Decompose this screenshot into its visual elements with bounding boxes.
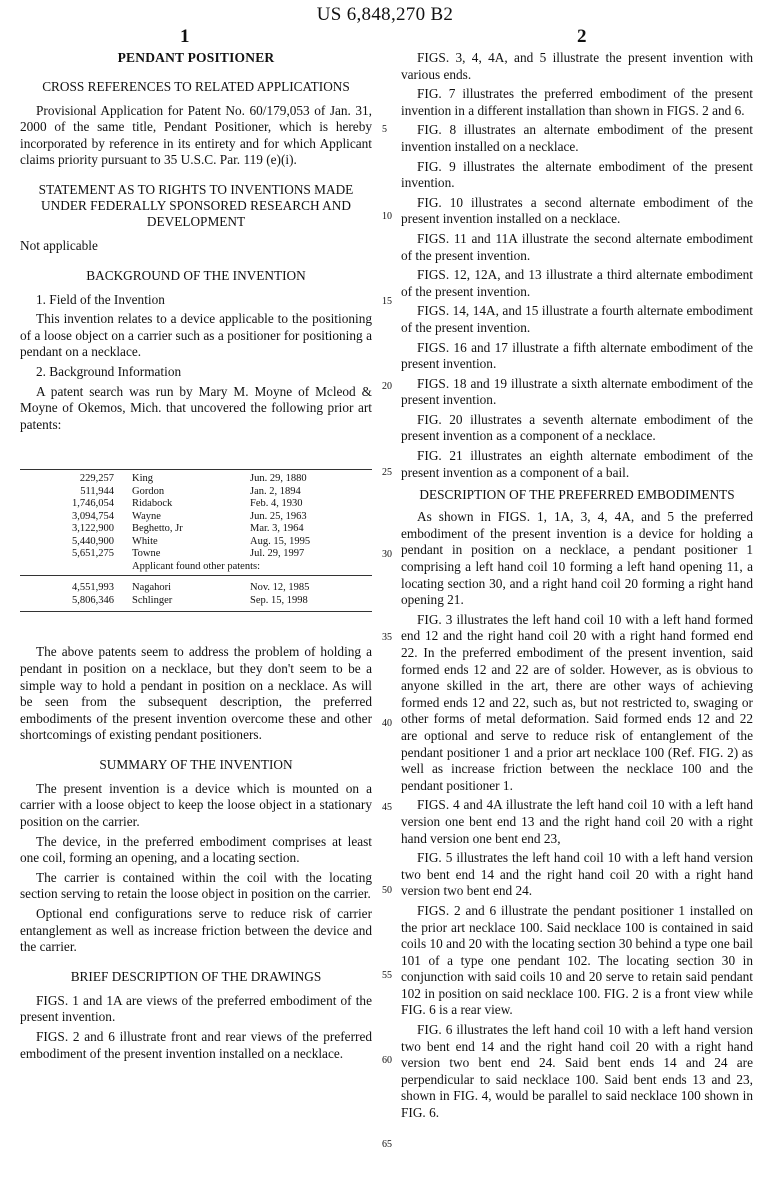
paragraph: The present invention is a device which is mounted on a carrier with a loose object to keep the loose object in a stationary position on the carrier.: [20, 780, 372, 830]
table-cell-inventor: Wayne: [132, 510, 161, 522]
paragraph: FIGS. 18 and 19 illustrate a sixth alternate embodiment of the present invention.: [401, 375, 753, 408]
paragraph: The carrier is contained within the coil with the locating section serving to retain the loose object in position on the carrier.: [20, 869, 372, 902]
line-number: 65: [382, 1139, 392, 1150]
paragraph: FIG. 10 illustrates a second alternate embodiment of the present invention installed on a necklace.: [401, 194, 753, 227]
prior-art-table: [20, 469, 372, 612]
table-row: [20, 595, 372, 608]
paragraph: FIG. 20 illustrates a seventh alternate embodiment of the present invention as a component of a necklace.: [401, 411, 753, 444]
table-cell-patent-no: 1,746,054: [72, 498, 114, 510]
table-cell-inventor: Beghetto, Jr: [132, 523, 183, 535]
paragraph: FIG. 6 illustrates the left hand coil 10 with a left hand version two bent end 14 and the right hand coil 20 with a right hand version two bent end 24. Said bent ends 14 and 24 are perpendicular to said necklace 100. Said bent ends 13 and 23, shown in FIG. 4, would be parallel to said necklace 100 shown in FIG. 6.: [401, 1022, 753, 1121]
paragraph: FIG. 8 illustrates an alternate embodiment of the present invention installed on a necklace.: [401, 122, 753, 154]
table-cell-inventor: White: [132, 535, 158, 547]
paragraph: FIG. 21 illustrates an eighth alternate embodiment of the present invention as a component of a bail.: [401, 448, 753, 480]
invention-title: PENDANT POSITIONER: [117, 50, 275, 65]
table-cell-inventor: Ridabock: [132, 498, 173, 510]
paragraph: FIGS. 11 and 11A illustrate the second alternate embodiment of the present invention.: [401, 230, 753, 263]
table-cell-date: Jun. 29, 1880: [250, 473, 307, 485]
line-number: 25: [382, 467, 392, 478]
paragraph: The above patents seem to address the problem of holding a pendant in position on a necklace, but they don't seem to be a simple way to hold a pendant in position on a necklace. As will be seen from the subsequent description, the preferred embodiments of the present invention overcome these and other shortcomings of existing pendant positioners.: [20, 644, 372, 743]
line-number: 10: [382, 211, 392, 222]
table-cell-inventor: Nagahori: [132, 582, 172, 594]
table-row: [20, 536, 372, 549]
table-row: [20, 523, 372, 536]
line-number: 55: [382, 970, 392, 981]
table-cell-patent-no: 4,551,993: [72, 582, 114, 594]
subheading-field: 1. Field of the Invention: [36, 291, 165, 307]
table-cell-date: Jan. 2, 1894: [250, 485, 301, 497]
table-row: [20, 498, 372, 511]
table-row: [20, 473, 372, 486]
paragraph: A patent search was run by Mary M. Moyne of Mcleod & Moyne of Okemos, Mich. that uncovered the following prior art patents:: [20, 383, 372, 432]
table-cell-patent-no: 5,440,900: [72, 535, 114, 547]
line-number: 45: [382, 802, 392, 813]
table-cell-date: Feb. 4, 1930: [250, 498, 303, 510]
heading-summary: SUMMARY OF THE INVENTION: [99, 756, 293, 772]
subheading-background-info: 2. Background Information: [36, 363, 182, 379]
paragraph: Optional end configurations serve to reduce risk of carrier entanglement as well as increase friction between the device and the carrier.: [20, 906, 372, 955]
table-cell-patent-no: 5,806,346: [72, 594, 114, 606]
paragraph: FIGS. 14, 14A, and 15 illustrate a fourth alternate embodiment of the present invention.: [401, 303, 753, 335]
paragraph: FIGS. 3, 4, 4A, and 5 illustrate the present invention with various ends.: [401, 50, 753, 82]
heading-description-preferred: DESCRIPTION OF THE PREFERRED EMBODIMENTS: [419, 487, 735, 503]
heading-statement: STATEMENT AS TO RIGHTS TO INVENTIONS MADE UNDER FEDERALLY SPONSORED RESEARCH AND DEVELOPMENT: [38, 181, 354, 229]
table-row: [20, 486, 372, 499]
table-row: [20, 548, 372, 561]
paragraph: FIGS. 1 and 1A are views of the preferred embodiment of the present invention.: [20, 992, 372, 1025]
heading-cross-references: CROSS REFERENCES TO RELATED APPLICATIONS: [42, 78, 350, 94]
table-cell-patent-no: 5,651,275: [72, 548, 114, 560]
table-cell-patent-no: 3,094,754: [72, 510, 114, 522]
paragraph: This invention relates to a device applicable to the positioning of a loose object on a carrier such as a positioner for positioning a pendant on a necklace.: [20, 311, 372, 360]
table-cell-date: Sep. 15, 1998: [250, 594, 308, 606]
paragraph: Provisional Application for Patent No. 60/179,053 of Jan. 31, 2000 of the same title, Pendant Positioner, which is hereby incorporated by reference in its entirety and for which Applicant claims priority pursuant to 35 U.S.C. Par. 119 (e)(i).: [20, 102, 372, 168]
paragraph: FIG. 9 illustrates the alternate embodiment of the present invention.: [401, 158, 753, 191]
line-number: 15: [382, 296, 392, 307]
paragraph: FIGS. 4 and 4A illustrate the left hand coil 10 with a left hand version one bent end 13 and the right hand coil 20 with a right hand version one bent end 23,: [401, 797, 753, 846]
paragraph: FIGS. 2 and 6 illustrate the pendant positioner 1 installed on the prior art necklace 100. Said necklace 100 is contained in said coils 10 and 20 with the locating section 30 behind a type one bail 101 of a type one pendant 102. The locating section 30 in conjunction with said coils 10 and 20 serve to retain said pendant 102 in position on said necklace 100. FIG. 2 is a front view while FIG. 6 is a rear view.: [401, 902, 753, 1018]
paragraph: Not applicable: [20, 237, 98, 253]
line-number: 5: [382, 124, 387, 135]
table-row: [20, 582, 372, 595]
table-cell-inventor: King: [132, 473, 153, 485]
left-column: [20, 50, 372, 1065]
line-number: 20: [382, 381, 392, 392]
paragraph: FIGS. 2 and 6 illustrate front and rear views of the preferred embodiment of the present invention installed on a necklace.: [20, 1029, 372, 1061]
line-number: 60: [382, 1055, 392, 1066]
paragraph: FIGS. 16 and 17 illustrate a fifth alternate embodiment of the present invention.: [401, 339, 753, 372]
heading-background: BACKGROUND OF THE INVENTION: [86, 267, 306, 283]
paragraph: FIGS. 12, 12A, and 13 illustrate a third alternate embodiment of the present invention.: [401, 267, 753, 299]
paragraph: FIG. 3 illustrates the left hand coil 10 with a left hand formed end 12 and the right hand coil 20 with a right hand formed end 22. In the preferred embodiment of the present invention, said formed ends 12 and 22 are of solder. However, as is obvious to anyone skilled in the art, there are other ways of achieving formed ends 12 and 22, such as, but not restricted to, swaging or other forms of metal deformation. Said formed ends 12 and 22 are optional and serve to reduce risk of entanglement of the pendant positioner 1 and a prior art necklace 100 (Ref. FIG. 2) as well as increase friction between the necklace 100 and the pendant positioner 1.: [401, 611, 753, 793]
column-number-left: 1: [180, 26, 190, 47]
table-cell-patent-no: 229,257: [79, 473, 114, 485]
table-cell-date: Aug. 15, 1995: [250, 535, 311, 547]
table-cell-inventor: Schlinger: [132, 594, 173, 606]
table-cell-inventor: Towne: [132, 548, 161, 560]
table-cell-patent-no: 511,944: [80, 485, 114, 497]
paragraph: The device, in the preferred embodiment comprises at least one coil, forming an opening, and a locating section.: [20, 833, 372, 866]
line-number: 50: [382, 885, 392, 896]
table-note: Applicant found other patents:: [20, 561, 372, 577]
table-cell-date: Jul. 29, 1997: [250, 548, 305, 560]
table-cell-date: Jun. 25, 1963: [250, 510, 307, 522]
table-cell-patent-no: 3,122,900: [72, 523, 114, 535]
column-number-right: 2: [577, 26, 587, 47]
right-column: [401, 50, 753, 1125]
paragraph: FIG. 7 illustrates the preferred embodiment of the present invention in a different installation than shown in FIGS. 2 and 6.: [401, 86, 753, 118]
line-number: 30: [382, 549, 392, 560]
table-cell-inventor: Gordon: [132, 485, 165, 497]
line-number: 40: [382, 718, 392, 729]
patent-number: US 6,848,270 B2: [316, 4, 454, 25]
line-number: 35: [382, 632, 392, 643]
heading-brief-description: BRIEF DESCRIPTION OF THE DRAWINGS: [70, 968, 322, 984]
paragraph: FIG. 5 illustrates the left hand coil 10 with a left hand version two bent end 14 and the right hand coil 20 with a right hand version two bent end 24.: [401, 850, 753, 899]
table-row: [20, 511, 372, 524]
table-cell-date: Nov. 12, 1985: [250, 582, 310, 594]
table-cell-date: Mar. 3, 1964: [250, 523, 304, 535]
paragraph: As shown in FIGS. 1, 1A, 3, 4, 4A, and 5 the preferred embodiment of the present invention is a device for holding a pendant in position on a necklace, a pendant positioner 1 comprising a left hand coil 10 forming a left hand opening 11, a locating section 30, and a right hand coil 20 forming a right hand opening 21.: [401, 509, 753, 608]
